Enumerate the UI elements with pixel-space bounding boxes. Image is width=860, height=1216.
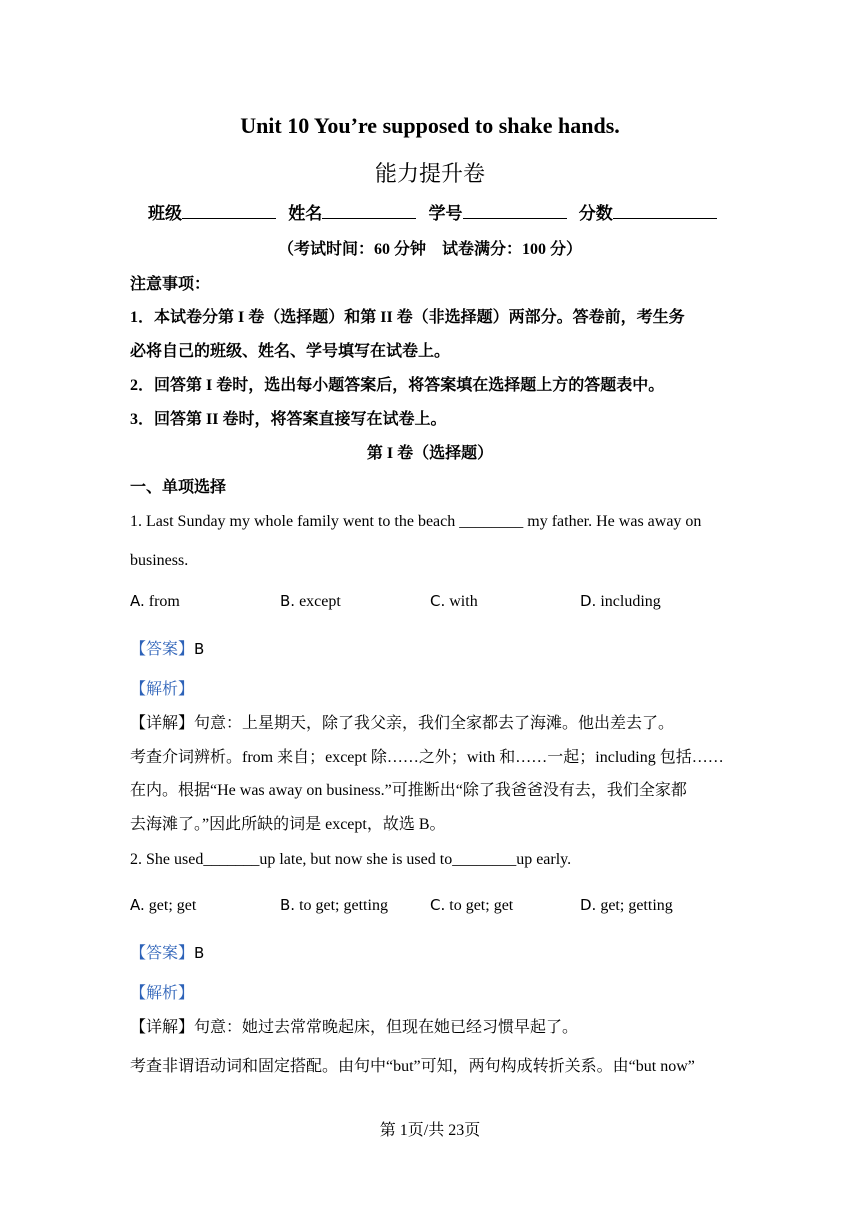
- q2-answer: [130, 940, 204, 963]
- document-subtitle: 能力提升卷: [374, 161, 485, 186]
- notice-item-1-line-2: 必将自己的班级、姓名、学号填写在试卷上。: [130, 343, 451, 360]
- q1-option-a[interactable]: A. from: [130, 592, 180, 610]
- student-info-line: [148, 199, 725, 224]
- class-blank[interactable]: [182, 203, 276, 219]
- notice-item-2: 2．回答第 I 卷时，选出每小题答案后，将答案填在选择题上方的答题表中。: [130, 377, 665, 394]
- q1-explain-line-1: 考查介词辨析。from 来自；except 除……之外；with 和……一起；including 包括……: [130, 749, 724, 766]
- q2-explain-line-1: 考查非谓语动词和固定搭配。由句中“but”可知，两句构成转折关系。由“but now”: [130, 1058, 695, 1075]
- name-label: 姓名: [288, 204, 323, 223]
- q2-detail: [130, 1014, 578, 1037]
- part-title: 第 I 卷（选择题）: [366, 445, 494, 462]
- q2-detail-label: 【详解】: [130, 1019, 195, 1036]
- q1-detail-label: 【详解】: [130, 715, 195, 732]
- q1-stem-line-2: business.: [130, 552, 189, 569]
- document-title: Unit 10 You’re supposed to shake hands.: [240, 113, 620, 138]
- q2-answer-value: B: [194, 944, 205, 962]
- id-label: 学号: [428, 204, 463, 223]
- q2-analysis-label: 【解析】: [130, 985, 195, 1002]
- id-blank[interactable]: [463, 203, 567, 219]
- q1-option-b[interactable]: B. except: [280, 592, 341, 610]
- q1-detail: [130, 710, 674, 733]
- section-heading: 一、单项选择: [130, 479, 227, 496]
- name-blank[interactable]: [322, 203, 416, 219]
- notice-heading: 注意事项：: [130, 276, 211, 293]
- q2-stem: 2. She used_______up late, but now she is used to________up early.: [130, 851, 572, 868]
- q2-answer-label: 【答案】: [130, 945, 195, 962]
- q2-option-d[interactable]: D. get; getting: [580, 896, 673, 914]
- page-footer: 第 1页/共 23页: [379, 1122, 481, 1139]
- q2-option-a[interactable]: A. get; get: [130, 896, 197, 914]
- q1-analysis-label: 【解析】: [130, 681, 195, 698]
- class-label: 班级: [148, 204, 182, 223]
- q2-detail-text: 句意：她过去常常晚起床，但现在她已经习惯早起了。: [194, 1019, 579, 1036]
- q2-option-c[interactable]: C. to get; get: [430, 896, 514, 914]
- q1-answer: [130, 636, 204, 659]
- q1-answer-label: 【答案】: [130, 641, 195, 658]
- q1-explain-line-2: 在内。根据“He was away on business.”可推断出“除了我爸爸没有去，我们全家都: [130, 782, 687, 799]
- q2-option-b[interactable]: B. to get; getting: [280, 896, 388, 914]
- notice-item-3: 3．回答第 II 卷时，将答案直接写在试卷上。: [130, 411, 447, 428]
- notice-item-1-line-1: 1．本试卷分第 I 卷（选择题）和第 II 卷（非选择题）两部分。答卷前，考生务: [130, 309, 685, 326]
- score-blank[interactable]: [613, 203, 717, 219]
- q1-explain-line-3: 去海滩了。”因此所缺的词是 except，故选 B。: [130, 816, 446, 833]
- q1-answer-value: B: [194, 640, 205, 658]
- q1-option-d[interactable]: D. including: [580, 592, 661, 610]
- q1-stem-line-1: 1. Last Sunday my whole family went to the beach ________ my father. He was away on: [130, 513, 702, 530]
- exam-info: （考试时间：60 分钟 试卷满分：100 分）: [277, 241, 582, 258]
- q1-option-c[interactable]: C. with: [430, 592, 478, 610]
- q1-detail-text: 句意：上星期天，除了我父亲，我们全家都去了海滩。他出差去了。: [194, 715, 675, 732]
- score-label: 分数: [578, 204, 613, 223]
